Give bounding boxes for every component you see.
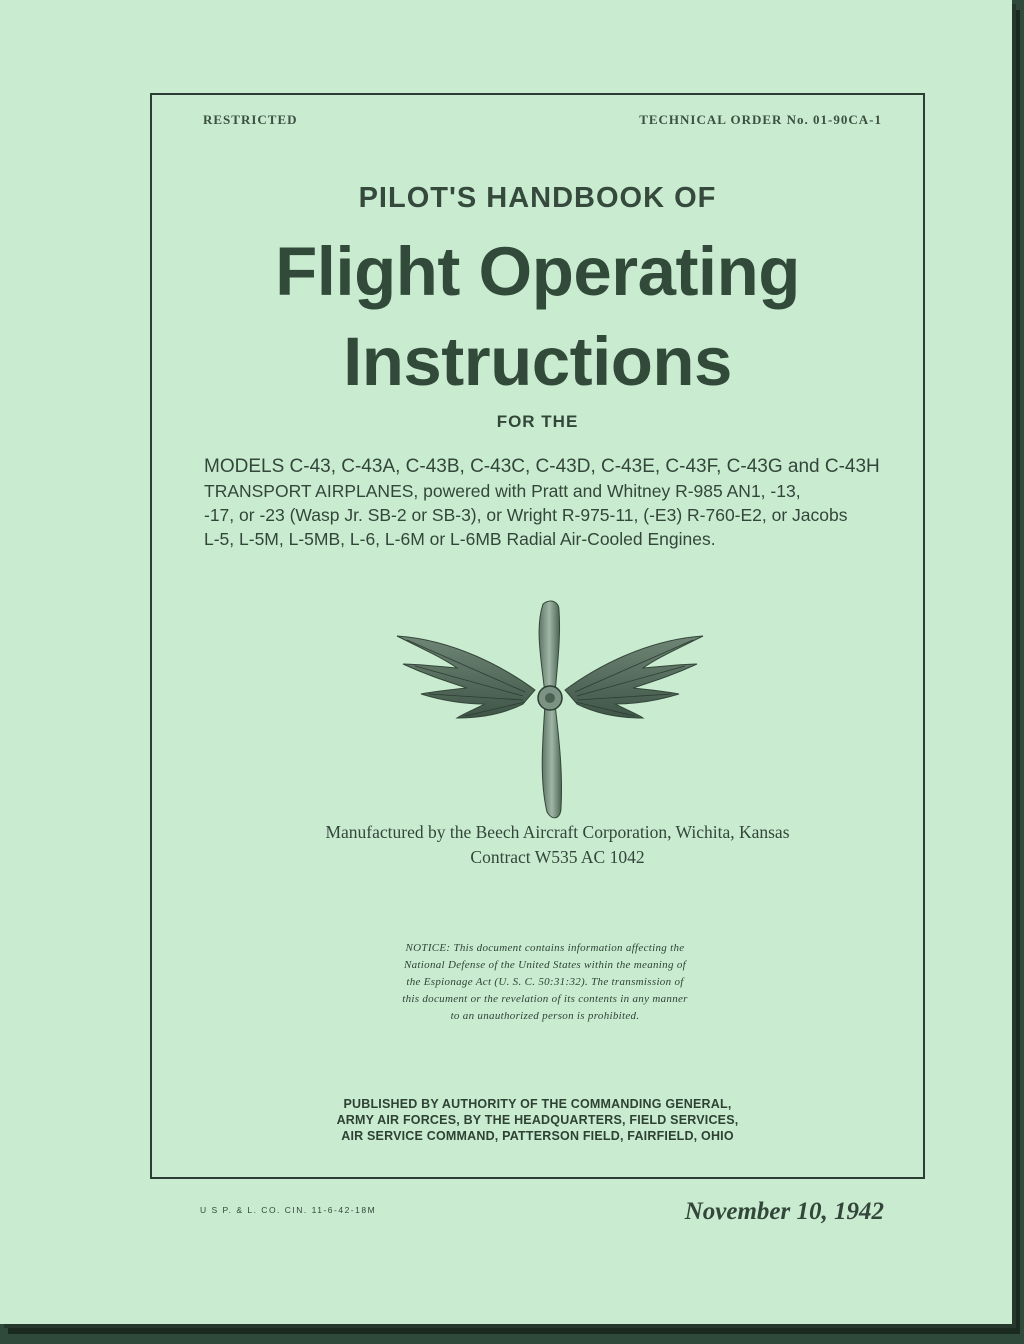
published-line-3: AIR SERVICE COMMAND, PATTERSON FIELD, FAIRFIELD, OHIO: [341, 1129, 734, 1143]
notice-line-4: this document or the revelation of its contents in any manner: [402, 993, 688, 1005]
manufacturer-line: Manufactured by the Beech Aircraft Corporation, Wichita, Kansas: [325, 822, 790, 842]
notice-line-3: the Espionage Act (U. S. C. 50:31:32). The transmission of: [406, 976, 684, 988]
title-line-1: Flight Operating: [275, 233, 800, 310]
contract-number: Contract W535 AC 1042: [470, 847, 645, 867]
espionage-notice: [330, 940, 760, 1025]
technical-order-number: TECHNICAL ORDER No. 01-90CA-1: [639, 112, 882, 127]
title-line-2: Instructions: [343, 323, 732, 400]
right-wing: [565, 636, 703, 718]
left-wing: [397, 636, 535, 718]
publication-date: November 10, 1942: [684, 1198, 884, 1225]
winged-propeller-icon: [395, 598, 705, 823]
propeller-blade-top: [539, 601, 559, 694]
notice-line-2: National Defense of the United States within the meaning of: [404, 959, 686, 971]
published-line-1: PUBLISHED BY AUTHORITY OF THE COMMANDING GENERAL,: [343, 1097, 732, 1111]
models-line-3: -17, or -23 (Wasp Jr. SB-2 or SB-3), or Wright R-975-11, (-E3) R-760-E2, or Jacobs: [204, 505, 848, 525]
notice-line-1: NOTICE: This document contains information affecting the: [405, 942, 685, 954]
publisher-statement: [150, 1096, 925, 1144]
propeller-blade-bottom: [542, 704, 561, 818]
notice-line-5: to an unauthorized person is prohibited.: [450, 1010, 640, 1022]
handbook-subtitle: PILOT'S HANDBOOK OF: [358, 182, 717, 214]
restricted-label: RESTRICTED: [203, 112, 298, 127]
models-description: [204, 455, 894, 551]
print-code: U S P. & L. CO. CIN. 11-6-42-18M: [200, 1205, 377, 1215]
models-line-2: TRANSPORT AIRPLANES, powered with Pratt and Whitney R-985 AN1, -13,: [204, 481, 801, 501]
models-line-1: MODELS C-43, C-43A, C-43B, C-43C, C-43D, C-43E, C-43F, C-43G and C-43H: [204, 456, 880, 477]
for-the-label: FOR THE: [496, 412, 579, 431]
published-line-2: ARMY AIR FORCES, BY THE HEADQUARTERS, FIELD SERVICES,: [336, 1113, 739, 1127]
models-line-4: L-5, L-5M, L-5MB, L-6, L-6M or L-6MB Radial Air-Cooled Engines.: [204, 529, 716, 549]
